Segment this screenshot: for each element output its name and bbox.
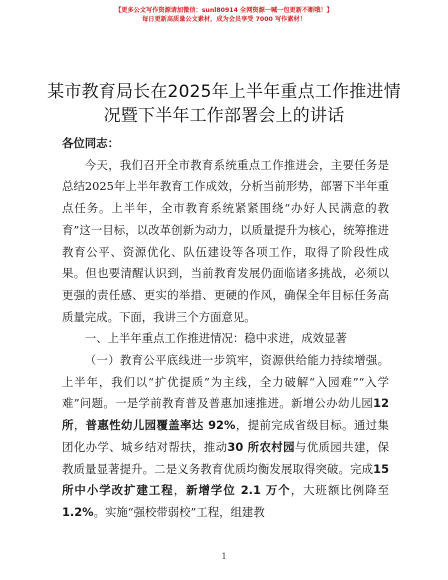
- bold-highlight: 新增学位 2.1 万个: [186, 483, 291, 498]
- paragraph-text: （一）教育公平底线进一步筑牢，资源供给能力持续增强。上半年，我们以“扩优提质”为主线，全力破解“入园难”“入学难”问题。一是学前教育普及普惠加速推进。新增公办幼儿园: [62, 353, 389, 411]
- salutation: 各位同志：: [62, 136, 119, 150]
- bold-highlight: 30 所农村园: [227, 439, 295, 454]
- bold-highlight: 普惠性幼儿园覆盖率达 92%: [85, 418, 236, 433]
- paragraph-text: ，: [73, 418, 86, 433]
- paragraph-text: ，大班额比例降至: [290, 483, 389, 498]
- paragraph-text: 与优质园共建，保教质量显著提升。二是义务教育优质均衡发展取得突破。完成: [62, 439, 389, 476]
- paragraph-text: 。实施“强校带弱校”工程，组建教: [93, 504, 265, 519]
- banner-line-1: 【更多公文写作资源请加微信：sunl80914 全网资源一喊一包更新不断哦！】: [115, 7, 333, 14]
- paragraph-text: ，: [173, 483, 187, 498]
- header-banner: [0, 6, 448, 24]
- document-title: 某市教育局长在2025年上半年重点工作推进情况暨下半年工作部署会上的讲话: [47, 82, 401, 126]
- document-body: [62, 133, 389, 524]
- paragraph-text: ，提前完成省级目标。通过集团化办学、城乡结对帮扶，推动: [62, 418, 389, 454]
- paragraph-education-equity: [62, 350, 389, 524]
- section-heading-1: 一、上半年重点工作推进情况：稳中求进，成效显著: [84, 331, 347, 346]
- bold-highlight: 15 所中小学改扩建工程: [62, 461, 389, 498]
- page-number: 1: [221, 552, 227, 561]
- banner-line-2: 每日更新高质量公文素材，成为会员享受 7000 写作素材！: [142, 16, 306, 23]
- paragraph-intro: 今天，我们召开全市教育系统重点工作推进会，主要任务是总结2025年上半年教育工作成效，分析当前形势，部署下半年重点任务。上半年，全市教育系统紧紧围绕“办好人民满意的教育”这一目标，以改革创新为动力，以质量提升为核心，统筹推进教育公平、资源优化、队伍建设等各项工作，取得了阶段性成果。但也要清醒认识到，当前教育发展仍面临诸多挑战，必须以更强的责任感、更实的举措、更硬的作风，确保全年目标任务高质量完成。下面，我讲三个方面意见。: [62, 157, 389, 324]
- bold-highlight: 1.2%: [62, 504, 94, 519]
- bold-highlight: 12 所: [62, 396, 389, 433]
